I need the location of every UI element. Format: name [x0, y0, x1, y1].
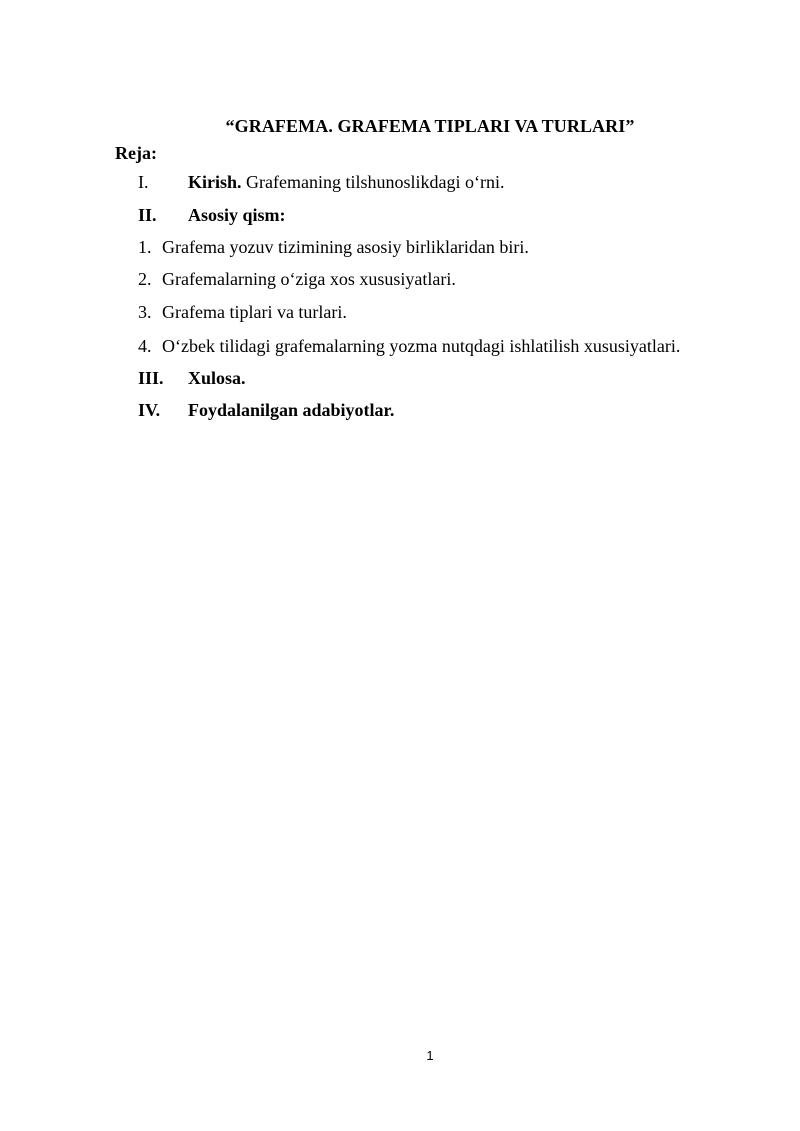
sub-item-text: Grafema yozuv tizimining asosiy birliklaridan biri.	[162, 237, 529, 257]
item-lead: Xulosa.	[188, 368, 246, 388]
sub-item-marker: 3.	[138, 302, 152, 322]
item-marker: III.	[138, 368, 164, 388]
page-number: 1	[426, 1048, 434, 1063]
document-title: “GRAFEMA. GRAFEMA TIPLARI VA TURLARI”	[225, 116, 635, 136]
item-text	[188, 172, 504, 193]
sub-item-marker: 1.	[138, 237, 152, 257]
item-lead: Asosiy qism:	[188, 205, 286, 225]
sub-item-marker: 4.	[138, 336, 152, 356]
item-marker: II.	[138, 205, 157, 225]
item-lead: Kirish.	[188, 172, 242, 192]
sub-item-text: Grafema tiplari va turlari.	[162, 302, 347, 322]
sub-item-marker: 2.	[138, 269, 152, 289]
item-description: Grafemaning tilshunoslikdagi o‘rni.	[241, 172, 505, 192]
item-lead: Foydalanilgan adabiyotlar.	[188, 400, 395, 420]
item-marker: I.	[138, 172, 149, 192]
plan-label: Reja:	[115, 143, 157, 163]
item-marker: IV.	[138, 400, 161, 420]
sub-item-text: Grafemalarning o‘ziga xos xususiyatlari.	[162, 269, 456, 289]
sub-item-text: O‘zbek tilidagi grafemalarning yozma nutqdagi ishlatilish xususiyatlari.	[162, 336, 681, 356]
